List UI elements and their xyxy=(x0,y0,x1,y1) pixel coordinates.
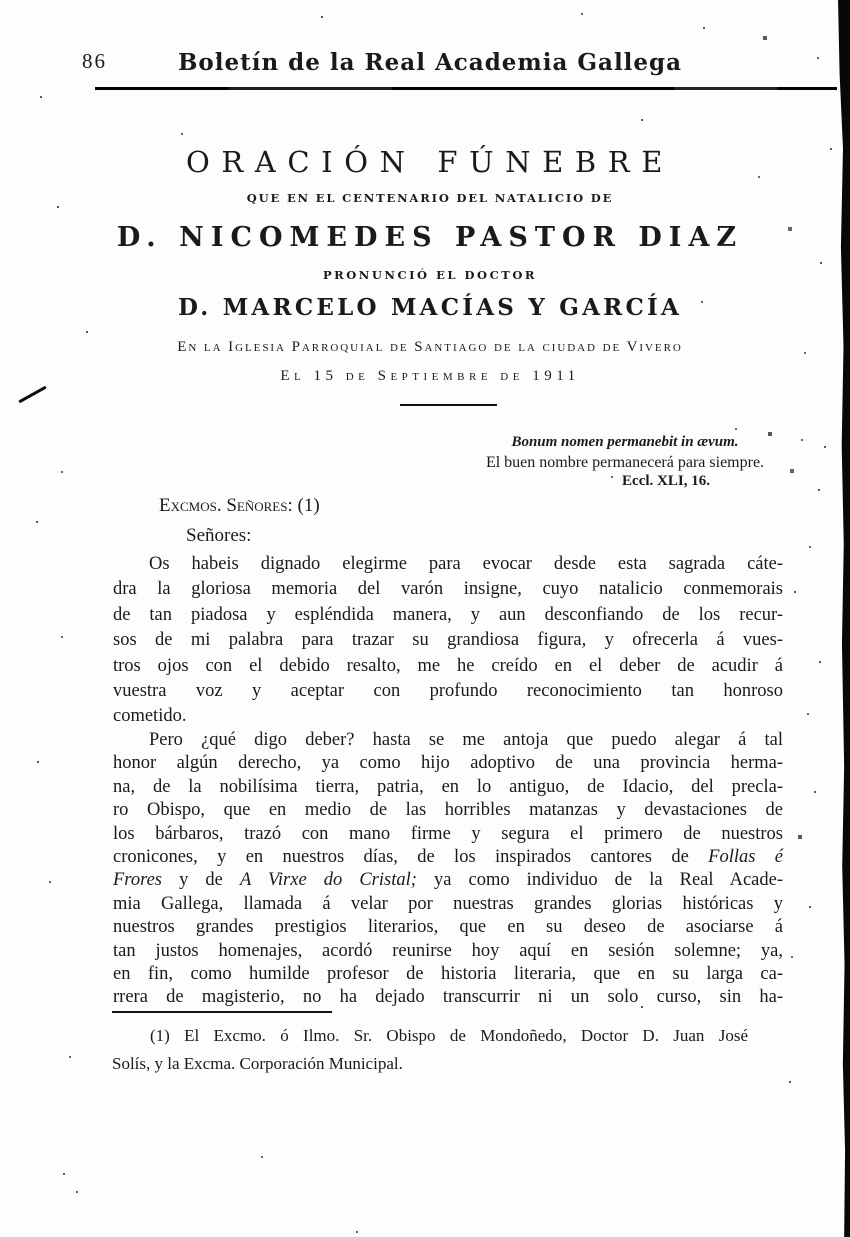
margin-pen-mark xyxy=(18,386,47,404)
text-line xyxy=(113,729,783,752)
text-line xyxy=(113,823,783,846)
text-line xyxy=(113,679,783,704)
text-segment: ro Obispo, que en medio de las horribles matanzas y devastaciones de xyxy=(113,800,783,821)
epigraph-translation: El buen nombre permanecerá para siempre. xyxy=(485,453,765,471)
text-segment: tros ojos con el debido resalto, me he creído en el deber de acudir á xyxy=(113,655,783,676)
date-line: El 15 de Septiembre de 1911 xyxy=(280,368,580,384)
text-line xyxy=(113,893,783,916)
epigraph xyxy=(458,433,792,492)
text-segment: na, de la nobilísima tierra, patria, en lo antiguo, de Idacio, del precla- xyxy=(113,776,783,797)
text-line xyxy=(113,704,783,729)
salutation-senores: Señores: xyxy=(186,525,252,546)
page-number: 86 xyxy=(82,49,107,73)
text-line xyxy=(113,916,783,939)
text-segment: ya como individuo de la Real Acade- xyxy=(416,870,783,891)
footnote-line-2: Solís, y la Excma. Corporación Municipal. xyxy=(112,1054,403,1073)
text-segment: mia Gallega, llamada á velar por nuestras grandes glorias históricas y xyxy=(113,893,783,914)
journal-title: Boletín de la Real Academia Gallega xyxy=(177,49,683,76)
epigraph-citation-text: Eccl. XLI, 16. xyxy=(622,473,710,489)
header-rule xyxy=(95,87,837,90)
honoree-name: D. NICOMEDES PASTOR DIAZ xyxy=(116,222,744,253)
text-segment: sos de mi palabra para trazar su grandiosa figura, y ofrecerla á vues- xyxy=(113,630,783,651)
text-segment: Pero ¿qué digo deber? hasta se me antoja que puedo alegar á tal xyxy=(149,730,783,750)
text-line xyxy=(113,869,783,892)
venue-line: En la Iglesia Parroquial de Santiago de la ciudad de Vivero xyxy=(177,339,683,355)
text-line xyxy=(113,654,783,679)
salutation-excmos: Excmos. Señores: (1) xyxy=(159,495,320,516)
text-segment: los bárbaros, trazó con mano firme y segura el primero de nuestros xyxy=(113,823,783,844)
italic-book-title: Follas é xyxy=(708,847,783,868)
text-line xyxy=(113,628,783,653)
italic-book-title: Frores xyxy=(113,870,162,891)
footnote-rule xyxy=(112,1011,332,1013)
text-segment: vuestra voz y aceptar con profundo reconocimiento tan honroso xyxy=(113,681,783,702)
occasion-line: QUE EN EL CENTENARIO DEL NATALICIO DE xyxy=(246,191,614,205)
text-line xyxy=(113,752,783,775)
text-segment: cometido. xyxy=(113,706,187,727)
text-segment: en fin, como humilde profesor de historia literaria, que en su larga ca- xyxy=(113,964,783,985)
epigraph-citation xyxy=(458,472,792,492)
title-divider-rule xyxy=(400,404,497,406)
text-segment: y de xyxy=(162,870,240,891)
scan-edge-shadow xyxy=(837,0,850,1237)
text-segment: tan justos homenajes, acordó reunirse hoy aquí en sesión solemne; ya, xyxy=(113,940,783,961)
text-segment: cronicones, y en nuestros días, de los inspirados cantores de xyxy=(113,847,709,868)
paragraph-2 xyxy=(113,729,783,1010)
text-segment: dra la gloriosa memoria del varón insigne, cuyo natalicio conmemorais xyxy=(113,579,783,600)
text-line xyxy=(113,577,783,602)
text-line xyxy=(113,963,783,986)
text-line xyxy=(113,799,783,822)
pronounced-by-line: PRONUNCIÓ EL DOCTOR xyxy=(322,268,538,282)
text-segment: Os habeis dignado elegirme para evocar desde esta sagrada cáte- xyxy=(149,554,783,574)
text-segment: rrera de magisterio, no ha dejado transcurrir ni un solo curso, sin ha- xyxy=(113,987,783,1008)
text-segment: honor algún derecho, ya como hijo adoptivo de una provincia herma- xyxy=(113,753,783,774)
italic-book-title: A Virxe do Cristal; xyxy=(239,870,417,891)
text-line xyxy=(113,552,783,577)
article-title: ORACIÓN FÚNEBRE xyxy=(186,145,674,179)
text-line xyxy=(113,846,783,869)
text-line xyxy=(113,986,783,1009)
text-line xyxy=(113,776,783,799)
footnote-line-1: (1) El Excmo. ó Ilmo. Sr. Obispo de Mondoñedo, Doctor D. Juan José xyxy=(150,1026,748,1045)
text-line xyxy=(113,603,783,628)
orator-name: D. MARCELO MACÍAS Y GARCÍA xyxy=(177,294,683,321)
text-segment: nuestros grandes prestigios literarios, que en su deseo de asociarse á xyxy=(113,917,783,938)
text-line xyxy=(113,940,783,963)
scan-noise-specks xyxy=(0,0,2,2)
text-segment: de tan piadosa y espléndida manera, y aun desconfiando de los recur- xyxy=(113,604,783,625)
paragraph-1 xyxy=(113,552,783,730)
footnote xyxy=(112,1022,748,1078)
epigraph-latin: Bonum nomen permanebit in ævum. xyxy=(511,434,739,450)
